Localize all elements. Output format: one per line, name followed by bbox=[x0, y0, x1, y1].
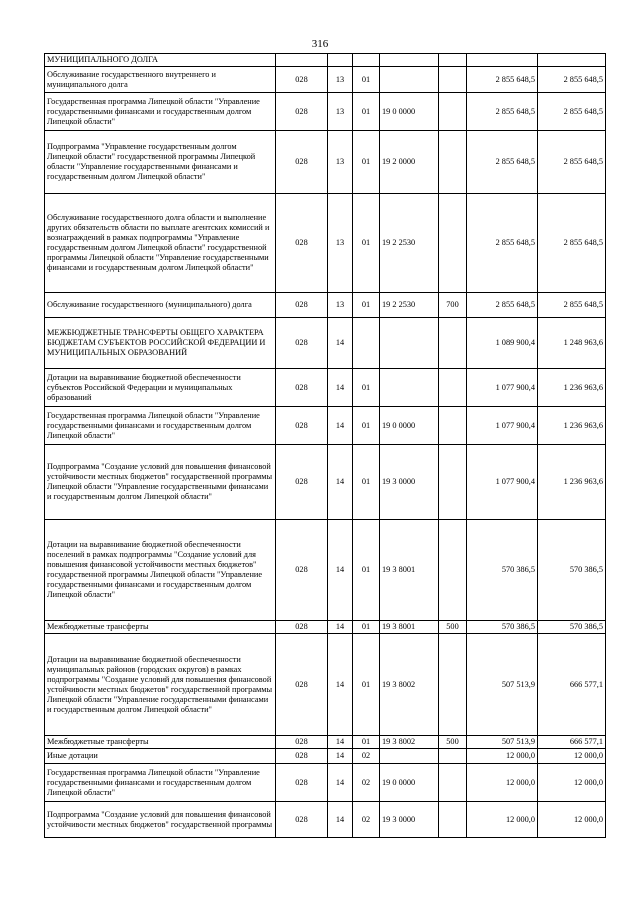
row-code-cell: 028 bbox=[276, 93, 328, 131]
row-section-cell: 13 bbox=[328, 131, 353, 194]
row-value-2-cell: 2 855 648,5 bbox=[538, 293, 606, 318]
row-name-cell: Подпрограмма "Создание условий для повышения финансовой устойчивости местных бюджетов" государственной программы Липецкой области "Управление государственными финансами и государственным долгом Липецкой области" bbox=[45, 445, 276, 520]
row-subsection-cell: 01 bbox=[353, 621, 380, 634]
table-row bbox=[45, 520, 606, 621]
row-expense-type-cell bbox=[439, 764, 467, 802]
row-article-cell bbox=[380, 369, 439, 407]
row-value-1-cell bbox=[467, 54, 538, 67]
row-article-cell: 19 0 0000 bbox=[380, 93, 439, 131]
row-code-cell: 028 bbox=[276, 67, 328, 93]
row-name-cell: Государственная программа Липецкой области "Управление государственными финансами и государственным долгом Липецкой области" bbox=[45, 407, 276, 445]
row-value-2-cell: 666 577,1 bbox=[538, 736, 606, 749]
row-code-cell: 028 bbox=[276, 621, 328, 634]
row-article-cell bbox=[380, 54, 439, 67]
row-subsection-cell: 02 bbox=[353, 764, 380, 802]
table-row bbox=[45, 93, 606, 131]
table-row bbox=[45, 54, 606, 67]
row-section-cell: 14 bbox=[328, 764, 353, 802]
row-value-2-cell: 570 386,5 bbox=[538, 520, 606, 621]
row-name-cell: Межбюджетные трансферты bbox=[45, 621, 276, 634]
row-value-2-cell: 2 855 648,5 bbox=[538, 67, 606, 93]
row-value-2-cell: 2 855 648,5 bbox=[538, 194, 606, 293]
row-subsection-cell: 01 bbox=[353, 520, 380, 621]
row-subsection-cell: 01 bbox=[353, 369, 380, 407]
row-name-cell: Подпрограмма "Управление государственным долгом Липецкой области" государственной программы Липецкой области "Управление государственными финансами и государственным долгом Липецкой области" bbox=[45, 131, 276, 194]
row-value-2-cell: 1 236 963,6 bbox=[538, 407, 606, 445]
row-subsection-cell: 01 bbox=[353, 194, 380, 293]
row-expense-type-cell bbox=[439, 445, 467, 520]
row-value-2-cell: 1 248 963,6 bbox=[538, 318, 606, 369]
row-value-2-cell bbox=[538, 54, 606, 67]
row-section-cell: 14 bbox=[328, 802, 353, 838]
row-value-1-cell: 2 855 648,5 bbox=[467, 293, 538, 318]
row-article-cell: 19 2 2530 bbox=[380, 194, 439, 293]
row-code-cell: 028 bbox=[276, 634, 328, 736]
table-row bbox=[45, 634, 606, 736]
page-number: 316 bbox=[311, 38, 329, 50]
row-article-cell: 19 0 0000 bbox=[380, 764, 439, 802]
row-code-cell: 028 bbox=[276, 131, 328, 194]
row-article-cell bbox=[380, 67, 439, 93]
row-name-cell: Иные дотации bbox=[45, 749, 276, 764]
row-article-cell bbox=[380, 318, 439, 369]
row-section-cell: 14 bbox=[328, 621, 353, 634]
row-expense-type-cell: 500 bbox=[439, 736, 467, 749]
row-value-1-cell: 1 077 900,4 bbox=[467, 369, 538, 407]
row-value-1-cell: 570 386,5 bbox=[467, 520, 538, 621]
row-value-1-cell: 12 000,0 bbox=[467, 764, 538, 802]
row-expense-type-cell bbox=[439, 318, 467, 369]
table-row bbox=[45, 621, 606, 634]
row-value-1-cell: 570 386,5 bbox=[467, 621, 538, 634]
row-name-cell: Дотации на выравнивание бюджетной обеспеченности субъектов Российской Федерации и муниципальных образований bbox=[45, 369, 276, 407]
row-expense-type-cell bbox=[439, 634, 467, 736]
row-expense-type-cell bbox=[439, 749, 467, 764]
row-value-2-cell: 570 386,5 bbox=[538, 621, 606, 634]
row-subsection-cell: 01 bbox=[353, 67, 380, 93]
row-name-cell: Обслуживание государственного (муниципального) долга bbox=[45, 293, 276, 318]
row-section-cell: 14 bbox=[328, 318, 353, 369]
row-value-1-cell: 1 089 900,4 bbox=[467, 318, 538, 369]
row-name-cell: Межбюджетные трансферты bbox=[45, 736, 276, 749]
row-value-2-cell: 1 236 963,6 bbox=[538, 445, 606, 520]
row-subsection-cell: 01 bbox=[353, 407, 380, 445]
row-section-cell: 14 bbox=[328, 369, 353, 407]
row-name-cell: МУНИЦИПАЛЬНОГО ДОЛГА bbox=[45, 54, 276, 67]
row-value-2-cell: 666 577,1 bbox=[538, 634, 606, 736]
row-expense-type-cell bbox=[439, 520, 467, 621]
row-name-cell: Государственная программа Липецкой области "Управление государственными финансами и государственным долгом Липецкой области" bbox=[45, 93, 276, 131]
table-row bbox=[45, 67, 606, 93]
row-subsection-cell: 01 bbox=[353, 634, 380, 736]
row-value-1-cell: 1 077 900,4 bbox=[467, 407, 538, 445]
row-article-cell: 19 2 0000 bbox=[380, 131, 439, 194]
row-section-cell: 13 bbox=[328, 293, 353, 318]
row-section-cell: 14 bbox=[328, 634, 353, 736]
row-section-cell: 14 bbox=[328, 749, 353, 764]
row-code-cell: 028 bbox=[276, 194, 328, 293]
row-value-2-cell: 12 000,0 bbox=[538, 749, 606, 764]
table-row bbox=[45, 802, 606, 838]
row-article-cell: 19 2 2530 bbox=[380, 293, 439, 318]
row-subsection-cell bbox=[353, 54, 380, 67]
row-name-cell: Государственная программа Липецкой области "Управление государственными финансами и государственным долгом Липецкой области" bbox=[45, 764, 276, 802]
row-value-1-cell: 12 000,0 bbox=[467, 749, 538, 764]
row-article-cell bbox=[380, 749, 439, 764]
row-section-cell: 14 bbox=[328, 736, 353, 749]
row-subsection-cell: 01 bbox=[353, 293, 380, 318]
row-name-cell: Подпрограмма "Создание условий для повышения финансовой устойчивости местных бюджетов" государственной программы bbox=[45, 802, 276, 838]
row-code-cell: 028 bbox=[276, 802, 328, 838]
table-row bbox=[45, 293, 606, 318]
row-code-cell: 028 bbox=[276, 749, 328, 764]
row-name-cell: Дотации на выравнивание бюджетной обеспеченности муниципальных районов (городских округов) в рамках подпрограммы "Создание условий для повышения финансовой устойчивости местных бюджетов" государственной программы Липецкой области "Управление государственными финансами и государственным долгом Липецкой области" bbox=[45, 634, 276, 736]
row-section-cell: 14 bbox=[328, 520, 353, 621]
row-expense-type-cell: 500 bbox=[439, 621, 467, 634]
row-expense-type-cell: 700 bbox=[439, 293, 467, 318]
row-expense-type-cell bbox=[439, 802, 467, 838]
row-expense-type-cell bbox=[439, 194, 467, 293]
row-expense-type-cell bbox=[439, 93, 467, 131]
row-value-1-cell: 2 855 648,5 bbox=[467, 131, 538, 194]
row-section-cell: 14 bbox=[328, 407, 353, 445]
row-expense-type-cell bbox=[439, 131, 467, 194]
row-expense-type-cell bbox=[439, 407, 467, 445]
row-value-2-cell: 12 000,0 bbox=[538, 764, 606, 802]
budget-table bbox=[44, 53, 606, 838]
row-value-1-cell: 12 000,0 bbox=[467, 802, 538, 838]
row-subsection-cell: 01 bbox=[353, 445, 380, 520]
row-value-2-cell: 12 000,0 bbox=[538, 802, 606, 838]
row-article-cell: 19 0 0000 bbox=[380, 407, 439, 445]
row-article-cell: 19 3 8002 bbox=[380, 736, 439, 749]
row-expense-type-cell bbox=[439, 369, 467, 407]
budget-table-body bbox=[45, 54, 606, 838]
row-subsection-cell: 01 bbox=[353, 736, 380, 749]
row-code-cell: 028 bbox=[276, 520, 328, 621]
row-name-cell: МЕЖБЮДЖЕТНЫЕ ТРАНСФЕРТЫ ОБЩЕГО ХАРАКТЕРА БЮДЖЕТАМ СУБЪЕКТОВ РОССИЙСКОЙ ФЕДЕРАЦИИ И МУНИЦИПАЛЬНЫХ ОБРАЗОВАНИЙ bbox=[45, 318, 276, 369]
row-subsection-cell: 02 bbox=[353, 802, 380, 838]
row-article-cell: 19 3 0000 bbox=[380, 802, 439, 838]
table-row bbox=[45, 407, 606, 445]
row-expense-type-cell bbox=[439, 54, 467, 67]
row-code-cell: 028 bbox=[276, 445, 328, 520]
row-code-cell: 028 bbox=[276, 407, 328, 445]
row-subsection-cell: 01 bbox=[353, 131, 380, 194]
row-article-cell: 19 3 8001 bbox=[380, 621, 439, 634]
table-row bbox=[45, 369, 606, 407]
row-value-1-cell: 507 513,9 bbox=[467, 736, 538, 749]
row-name-cell: Обслуживание государственного долга области и выполнение других обязательств области по выплате агентских комиссий и вознаграждений в рамках подпрограммы "Управление государственным долгом Липецкой области" государственной программы Липецкой области "Управление государственными финансами и государственным долгом Липецкой области" bbox=[45, 194, 276, 293]
row-code-cell: 028 bbox=[276, 293, 328, 318]
row-subsection-cell: 02 bbox=[353, 749, 380, 764]
table-row bbox=[45, 131, 606, 194]
table-row bbox=[45, 736, 606, 749]
table-row bbox=[45, 445, 606, 520]
row-name-cell: Дотации на выравнивание бюджетной обеспеченности поселений в рамках подпрограммы "Создание условий для повышения финансовой устойчивости местных бюджетов" государственной программы Липецкой области "Управление государственными финансами и государственным долгом Липецкой области" bbox=[45, 520, 276, 621]
row-section-cell bbox=[328, 54, 353, 67]
row-value-1-cell: 507 513,9 bbox=[467, 634, 538, 736]
row-value-2-cell: 1 236 963,6 bbox=[538, 369, 606, 407]
row-section-cell: 13 bbox=[328, 93, 353, 131]
row-code-cell: 028 bbox=[276, 736, 328, 749]
row-value-2-cell: 2 855 648,5 bbox=[538, 93, 606, 131]
row-article-cell: 19 3 0000 bbox=[380, 445, 439, 520]
row-section-cell: 14 bbox=[328, 445, 353, 520]
row-section-cell: 13 bbox=[328, 67, 353, 93]
row-code-cell: 028 bbox=[276, 318, 328, 369]
table-row bbox=[45, 318, 606, 369]
row-article-cell: 19 3 8001 bbox=[380, 520, 439, 621]
row-section-cell: 13 bbox=[328, 194, 353, 293]
row-article-cell: 19 3 8002 bbox=[380, 634, 439, 736]
row-value-2-cell: 2 855 648,5 bbox=[538, 131, 606, 194]
row-value-1-cell: 1 077 900,4 bbox=[467, 445, 538, 520]
row-value-1-cell: 2 855 648,5 bbox=[467, 93, 538, 131]
row-name-cell: Обслуживание государственного внутреннего и муниципального долга bbox=[45, 67, 276, 93]
row-subsection-cell bbox=[353, 318, 380, 369]
row-value-1-cell: 2 855 648,5 bbox=[467, 194, 538, 293]
row-code-cell bbox=[276, 54, 328, 67]
row-expense-type-cell bbox=[439, 67, 467, 93]
table-row bbox=[45, 194, 606, 293]
row-value-1-cell: 2 855 648,5 bbox=[467, 67, 538, 93]
row-code-cell: 028 bbox=[276, 369, 328, 407]
table-row bbox=[45, 749, 606, 764]
row-code-cell: 028 bbox=[276, 764, 328, 802]
table-row bbox=[45, 764, 606, 802]
row-subsection-cell: 01 bbox=[353, 93, 380, 131]
